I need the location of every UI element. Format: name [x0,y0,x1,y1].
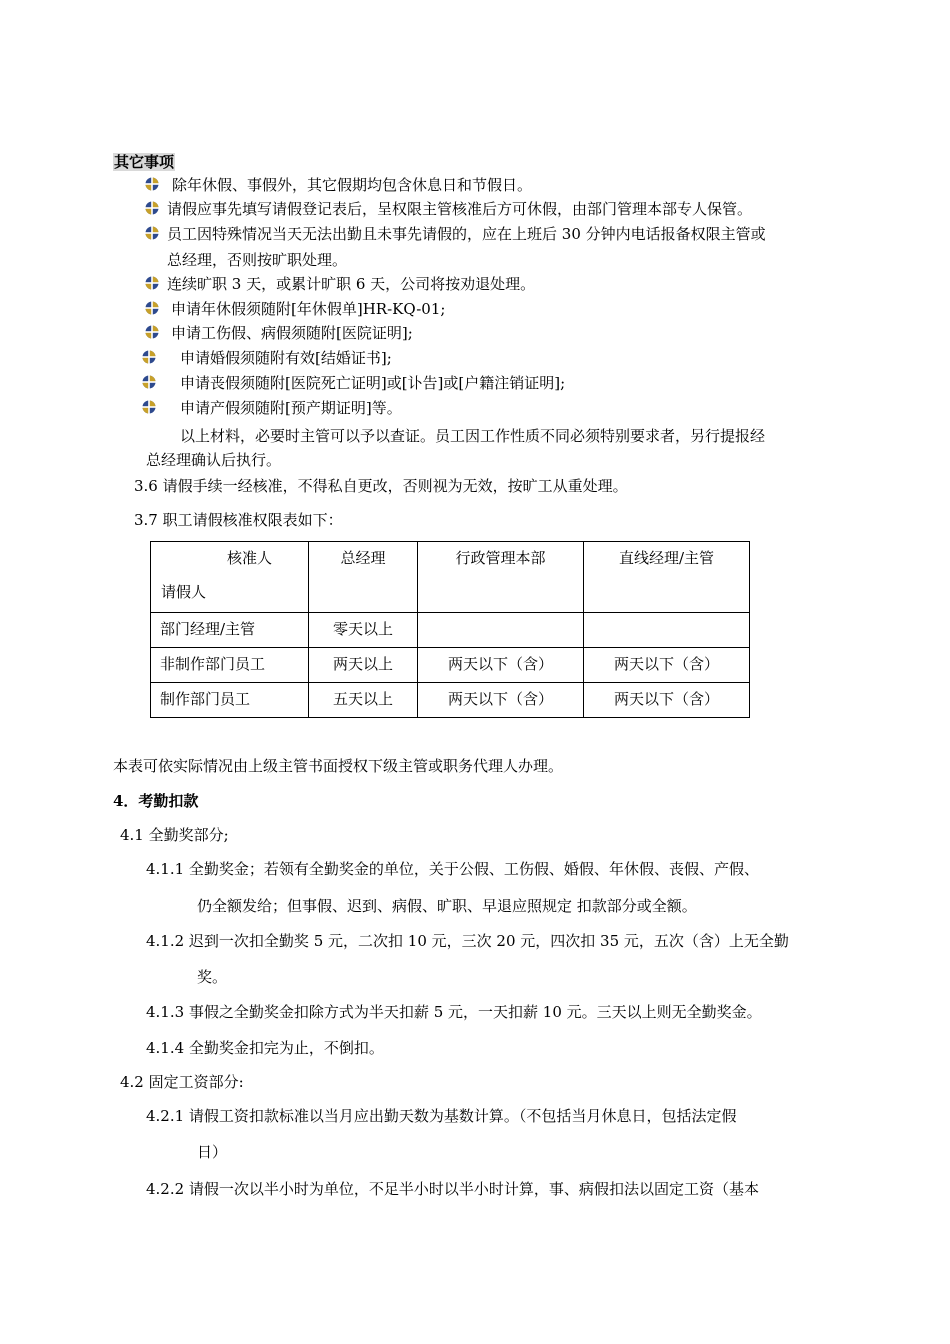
table-cell: 零天以上 [309,613,418,648]
table-cell: 两天以下（含） [584,648,750,683]
corner-applicant-label: 请假人 [161,583,207,601]
quadrant-bullet-icon [145,301,159,315]
table-row [151,683,750,718]
quadrant-bullet-icon [142,375,156,389]
table-header-cell: 总经理 [309,542,418,613]
table-corner-cell [151,542,309,613]
item-4-1-2-continued: 奖。 [197,968,228,986]
item-4-1-1-continued: 仍全额发给；但事假、迟到、病假、旷职、早退应照规定 扣款部分或全额。 [197,897,697,915]
table-cell: 两天以下（含） [584,683,750,718]
item-4-1-3: 4.1.3 事假之全勤奖金扣除方式为半天扣薪 5 元，一天扣薪 10 元。三天以上则无全勤奖金。 [146,1003,762,1021]
bullet-text: 申请产假须随附[预产期证明]等。 [180,399,402,417]
section-4-title: 4．考勤扣款 [113,792,199,810]
quadrant-bullet-icon [145,226,159,240]
item-3-7: 3.7 职工请假核准权限表如下： [134,511,343,529]
quadrant-bullet-icon [145,276,159,290]
bullet-text: 申请婚假须随附有效[结婚证书]; [180,349,392,367]
item-4-2: 4.2 固定工资部分: [120,1073,244,1091]
item-4-1-2: 4.1.2 迟到一次扣全勤奖 5 元，二次扣 10 元，三次 20 元，四次扣 35 元，五次（含）上无全勤 [146,932,789,950]
quadrant-bullet-icon [145,201,159,215]
paragraph-line: 以上材料，必要时主管可以予以查证。员工因工作性质不同必须特别要求者，另行提报经 [180,427,766,445]
approval-authority-table [150,541,750,718]
bullet-text: 申请工伤假、病假须随附[医院证明]; [171,324,413,342]
item-4-1-4: 4.1.4 全勤奖金扣完为止，不倒扣。 [146,1039,384,1057]
table-cell [584,613,750,648]
table-note: 本表可依实际情况由上级主管书面授权下级主管或职务代理人办理。 [113,757,564,775]
bullet-text: 除年休假、事假外，其它假期均包含休息日和节假日。 [172,176,533,194]
item-3-6: 3.6 请假手续一经核准，不得私自更改，否则视为无效，按旷工从重处理。 [134,477,628,495]
table-cell: 两天以上 [309,648,418,683]
quadrant-bullet-icon [142,400,156,414]
table-cell: 两天以下（含） [418,683,584,718]
quadrant-bullet-icon [145,325,159,339]
table-row [151,648,750,683]
item-4-2-1-continued: 日） [197,1143,228,1161]
corner-approver-label: 核准人 [227,549,273,567]
table-header-row [151,542,750,613]
bullet-text: 请假应事先填写请假登记表后，呈权限主管核准后方可休假，由部门管理本部专人保管。 [167,200,753,218]
bullet-text: 申请丧假须随附[医院死亡证明]或[讣告]或[户籍注销证明]; [180,374,566,392]
item-4-1: 4.1 全勤奖部分; [120,826,229,844]
section-title-other: 其它事项 [114,153,175,171]
item-4-2-1: 4.2.1 请假工资扣款标准以当月应出勤天数为基数计算。（不包括当月休息日，包括法定假 [146,1107,737,1125]
table-cell: 五天以上 [309,683,418,718]
bullet-text: 员工因特殊情况当天无法出勤且未事先请假的，应在上班后 30 分钟内电话报备权限主管或 [167,225,766,243]
item-4-1-1: 4.1.1 全勤奖金；若领有全勤奖金的单位，关于公假、工伤假、婚假、年休假、丧假、产假、 [146,860,759,878]
table-cell: 两天以下（含） [418,648,584,683]
table-row [151,613,750,648]
bullet-text: 连续旷职 3 天，或累计旷职 6 天，公司将按劝退处理。 [167,275,536,293]
quadrant-bullet-icon [142,350,156,364]
quadrant-bullet-icon [145,177,159,191]
paragraph-line: 总经理确认后执行。 [146,451,282,469]
bullet-text-continued: 总经理，否则按旷职处理。 [167,251,348,269]
row-label-cell: 制作部门员工 [151,683,309,718]
table-cell [418,613,584,648]
row-label-cell: 部门经理/主管 [151,613,309,648]
bullet-text: 申请年休假须随附[年休假单]HR-KQ-01; [171,300,446,318]
table-header-cell: 行政管理本部 [418,542,584,613]
table-header-cell: 直线经理/主管 [584,542,750,613]
item-4-2-2: 4.2.2 请假一次以半小时为单位，不足半小时以半小时计算，事、病假扣法以固定工资（基本 [146,1180,759,1198]
row-label-cell: 非制作部门员工 [151,648,309,683]
